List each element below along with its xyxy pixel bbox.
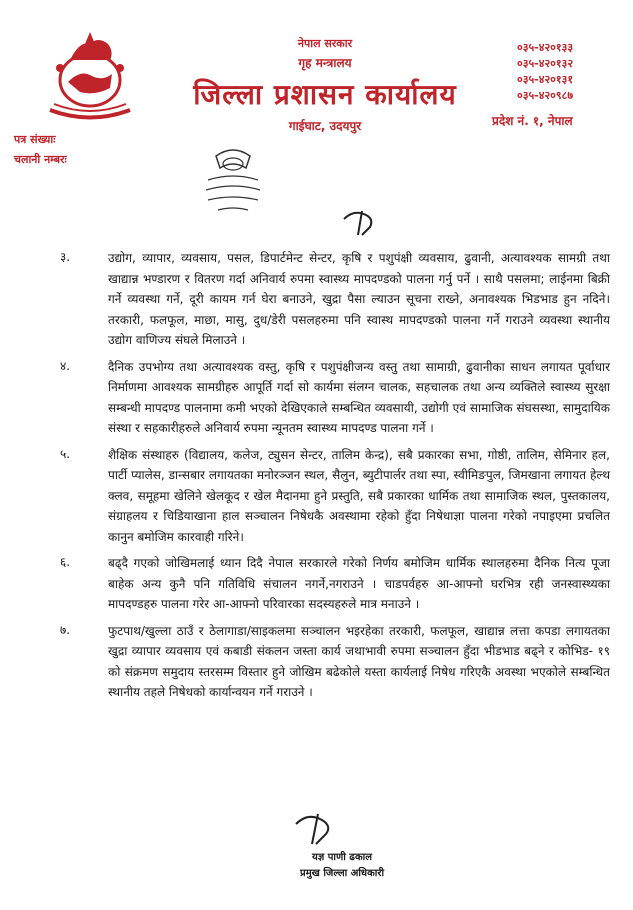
government-name: नेपाल सरकार	[297, 37, 353, 50]
office-stamp-icon	[198, 142, 268, 217]
office-name: जिल्ला प्रशासन कार्यालय	[193, 78, 457, 111]
dispatch-number-label: चलानी नम्बरः	[14, 153, 67, 166]
signature-icon	[290, 808, 340, 848]
list-item	[60, 621, 610, 703]
item-text: दैनिक उपभोग्य तथा अत्यावश्यक वस्तु, कृषि र पशुपंक्षीजन्य वस्तु तथा सामाग्री, ढुवानीका साधन लगायत पूर्वाधार निर्माणमा आवश्यक सामग्रीहरु आपूर्ति गर्दा सो कार्यमा संलग्न चालक, सहचालक तथा अन्य व्यक्तिले स्वास्थ्य सुरक्षा सम्बन्धी मापदण्ड पालनामा कमी भएको देखिएकाले सम्बन्धित व्यवसायी, उद्योगी एवं सामाजिक संघसस्था, सामुदायिक संस्था र सहकारीहरुले अनिवार्य रुपमा न्यूनतम स्वास्थ्य मापदण्ड पालना गर्ने ।	[108, 359, 610, 435]
list-item	[60, 553, 610, 615]
letterhead	[150, 30, 500, 134]
item-number: ७.	[60, 622, 71, 637]
item-number: ३.	[60, 250, 71, 264]
province-label: प्रदेश नं. १, नेपाल	[492, 114, 573, 128]
list-item	[60, 248, 610, 351]
signature-icon	[340, 205, 380, 240]
nepal-emblem-icon	[40, 30, 140, 120]
signatory-block	[300, 850, 384, 882]
signatory-name: यज्ञ पाणी ढकाल	[312, 852, 372, 863]
phone-number: ०३५-४२०९८७	[517, 89, 574, 102]
phone-number: ०३५-४२०१३२	[517, 57, 574, 70]
item-number: ६.	[60, 555, 71, 569]
item-text: शैक्षिक संस्थाहरु (विद्यालय, कलेज, ट्युसन सेन्टर, तालिम केन्द्र), सबै प्रकारका सभा, गोष्ठी, तालिम, सेमिनार हल, पार्टी प्यालेस, डान्सबार लगायतका मनोरञ्जन स्थल, सैलुन, ब्युटीपार्लर तथा स्पा, स्वीमिङपुल, जिमखाना लगायत हेल्थ क्लव, समूहमा खेलिने खेलकूद र खेल मैदानमा हुने प्रस्तुति, सबै प्रकारका धार्मिक तथा सामाजिक स्थल, पुस्तकालय, संग्राहलय र चिडियाखाना हाल सञ्चालन निषेधकै अवस्थामा रहेको हुँदा निषेधाज्ञा पालना गरेको नपाइएमा प्रचलित कानुन बमोजिम कारवाही गरिने।	[108, 447, 610, 544]
ministry-name: गृह मन्त्रालय	[298, 56, 352, 70]
phone-list	[517, 40, 573, 104]
item-number: ४.	[60, 358, 71, 373]
item-text: फुटपाथ/खुल्ला ठाउँ र ठेलागाडा/साइकलमा सञ्चालन भइरहेका तरकारी, फलफूल, खाद्यान्न लत्ता कपडा लगायतका खुद्रा व्यापार व्यवसाय एवं कबाडी संकलन जस्ता कार्य जथाभावी रुपमा सञ्चालन हुँदा भीडभाड बढ्ने र कोभिड- १९ को संक्रमण समुदाय स्तरसम्म विस्तार हुने जोखिम बढेकोले यस्ता कार्यलाई निषेध गरिएकै अवस्था भएकोले सम्बन्धित स्थानीय तहले निषेधको कार्यान्वयन गर्ने गराउने ।	[108, 623, 610, 699]
item-text: उद्योग, व्यापार, व्यवसाय, पसल, डिपार्टमेन्ट सेन्टर, कृषि र पशुपंक्षी व्यवसाय, ढुवानी, अत्यावश्यक सामग्री तथा खाद्यान्न भण्डारण र वितरण गर्दा अनिवार्य रुपमा स्वास्थ्य मापदण्डको पालना गर्नु पर्ने । साथै पसलमा; लाईनमा बिक्री गर्ने व्यवस्था गर्ने, दूरी कायम गर्न घेरा बनाउने, खुद्रा पैसा ल्याउन सूचना राख्ने, अनावश्यक भिडभाड हुन नदिने। तरकारी, फलफूल, माछा, मासु, दुध/डेरी पसलहरुमा पनि स्वास्थ मापदण्डको पालना गर्ने गराउने व्यवस्था स्थानीय उद्योग वाणिज्य संघले मिलाउने ।	[108, 251, 610, 347]
directive-list	[60, 248, 610, 709]
item-text: बढ्दै गएको जोखिमलाई ध्यान दिदै नेपाल सरकारले गरेको निर्णय बमोजिम धार्मिक स्थालहरुमा दैनिक नित्य पूजा बाहेक अन्य कुनै पनि गतिविधि संचालन नगर्ने,नगराउने । चाडपर्वहरु आ-आफ्नो घरभित्र रही जनस्वास्थ्यका मापदण्डहरु पालना गरेर आ-आफ्नो परिवारका सदस्यहरुले मात्र मनाउने ।	[108, 556, 610, 611]
letter-number-label: पत्र संख्याः	[14, 133, 56, 146]
signatory-title: प्रमुख जिल्ला अधिकारी	[300, 868, 385, 879]
office-address: गाईघाट, उदयपुर	[288, 119, 362, 133]
reference-block	[14, 130, 67, 170]
phone-number: ०३५-४२०१३१	[517, 73, 574, 86]
phone-number: ०३५-४२०१३३	[517, 41, 574, 54]
item-number: ५.	[60, 446, 71, 461]
list-item	[60, 357, 610, 439]
list-item	[60, 445, 610, 548]
